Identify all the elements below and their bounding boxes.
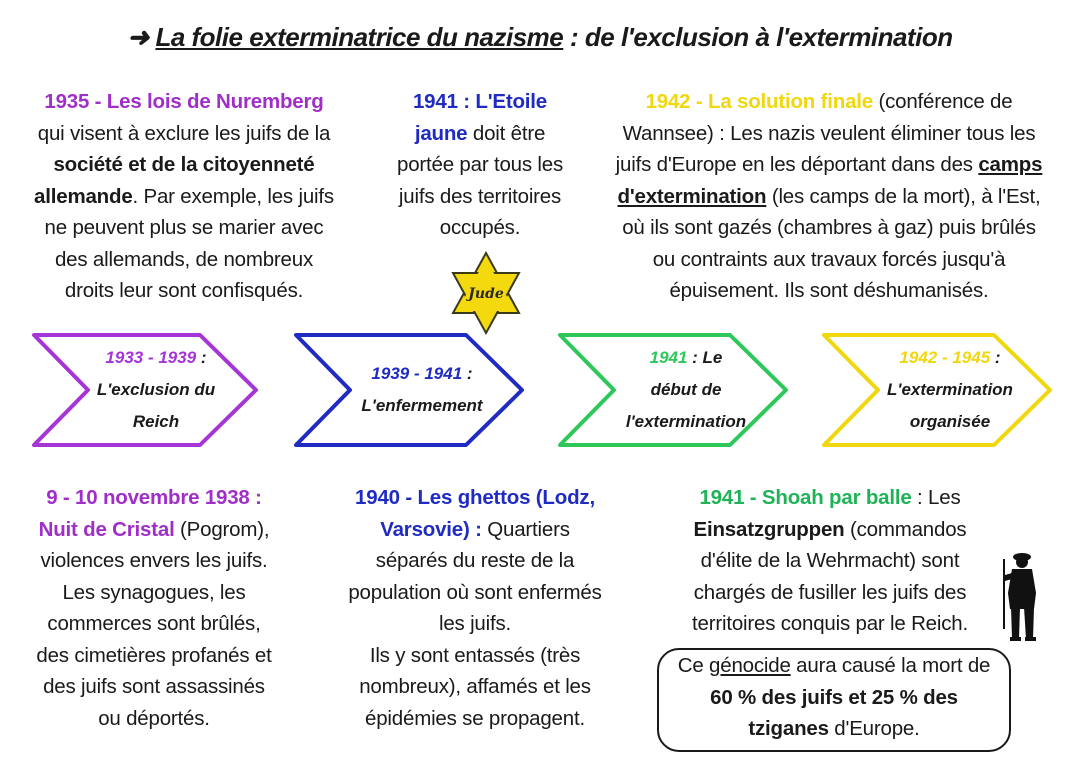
yellow-star-icon bbox=[449, 251, 523, 335]
block-1938-line: (Pogrom), bbox=[174, 517, 270, 541]
block-1938-line: des cimetières profanés et bbox=[36, 643, 272, 667]
timeline-colon: : bbox=[990, 348, 1001, 367]
timeline-label: Reich bbox=[132, 412, 180, 431]
block-1940-line: population où sont enfermés bbox=[348, 580, 602, 604]
block-1941-line: juifs des territoires bbox=[398, 184, 562, 208]
star-label: Jude bbox=[468, 286, 504, 302]
timeline-date: 1933 - 1939 bbox=[105, 348, 197, 367]
block-1941-line: portée par tous les bbox=[397, 153, 563, 176]
block-1942-line: épuisement. Ils sont déshumanisés. bbox=[669, 279, 989, 302]
timeline-colon: : bbox=[196, 348, 207, 367]
timeline-date: 1939 - 1941 bbox=[371, 364, 463, 383]
block-1935-line: ne peuvent plus se marier avec bbox=[44, 216, 324, 239]
block-1941-line: doit être bbox=[467, 121, 546, 145]
block-1941-shoah-line: (commandos bbox=[844, 517, 967, 541]
block-1942-bold: camps bbox=[978, 153, 1043, 176]
block-1935-bold: allemande bbox=[34, 184, 133, 208]
timeline-date: 1941 bbox=[649, 348, 688, 367]
timeline-label: L'enfermement bbox=[361, 396, 483, 415]
block-1940-heading: 1940 - Les ghettos (Lodz, bbox=[355, 486, 595, 509]
block-1935 bbox=[14, 86, 354, 307]
soldier-icon bbox=[1000, 549, 1046, 643]
block-1942-bold: d'extermination bbox=[617, 184, 767, 208]
block-1941-shoah-bold: Einsatzgruppen bbox=[693, 517, 845, 541]
timeline-item-1 bbox=[86, 342, 226, 438]
block-1940-heading: Varsovie) : bbox=[380, 517, 482, 541]
block-1941-line: occupés. bbox=[439, 216, 521, 239]
block-1941-shoah bbox=[664, 482, 996, 640]
block-1938-line: ou déportés. bbox=[98, 706, 210, 730]
title-rest: de l'exclusion à l'extermination bbox=[584, 22, 953, 52]
block-1942-line: (conférence de bbox=[872, 90, 1013, 113]
block-1938-line: violences envers les juifs. bbox=[40, 549, 268, 572]
block-1940-line: nombreux), affamés et les bbox=[359, 675, 591, 698]
timeline-colon: : bbox=[462, 364, 473, 383]
genocide-line: d'Europe. bbox=[828, 717, 920, 740]
block-1941-heading: jaune bbox=[414, 121, 468, 145]
timeline-label: organisée bbox=[909, 412, 991, 431]
block-1940-line: Quartiers bbox=[481, 517, 570, 541]
timeline-label: L'extermination bbox=[887, 380, 1013, 399]
block-1942-line: (les camps de la mort), à l'Est, bbox=[766, 184, 1041, 208]
block-1942-line: Wannsee) : Les nazis veulent éliminer tous les bbox=[622, 121, 1036, 145]
timeline-label: l'extermination bbox=[625, 412, 747, 431]
genocide-line: aura causé la mort de bbox=[790, 654, 991, 677]
block-1941-shoah-line: chargés de fusiller les juifs des bbox=[693, 580, 967, 604]
block-1940 bbox=[322, 482, 628, 734]
page-title bbox=[0, 22, 1080, 53]
block-1942 bbox=[584, 86, 1074, 307]
block-1935-line: société et de la citoyenneté bbox=[53, 153, 315, 176]
block-1941-heading: 1941 : L'Etoile bbox=[412, 90, 548, 113]
block-1942-line: juifs d'Europe en les déportant dans des bbox=[615, 153, 979, 176]
timeline-date: 1942 - 1945 bbox=[899, 348, 991, 367]
arrow-icon: ➜ bbox=[127, 22, 149, 52]
genocide-stat: 60 % des juifs et 25 % des bbox=[710, 685, 958, 709]
block-1942-heading: 1942 - La solution finale bbox=[645, 90, 873, 113]
timeline-colon: : Le bbox=[687, 348, 723, 367]
timeline-item-4 bbox=[868, 342, 1032, 438]
block-1938-line: Les synagogues, les bbox=[62, 580, 246, 604]
block-1940-line: séparés du reste de la bbox=[375, 549, 575, 572]
block-1941-shoah-line: territoires conquis par le Reich. bbox=[692, 612, 968, 635]
timeline-label: L'exclusion du bbox=[96, 380, 216, 399]
block-1942-line: ou contraints aux travaux forcés jusqu'à bbox=[652, 247, 1006, 271]
block-1935-line: droits leur sont confisqués. bbox=[64, 279, 304, 302]
block-1940-line: Ils y sont entassés (très bbox=[369, 643, 581, 667]
block-1935-line: des allemands, de nombreux bbox=[54, 247, 314, 271]
block-1941-shoah-line: d'élite de la Wehrmacht) sont bbox=[700, 549, 960, 572]
block-1938-heading: Nuit de Cristal bbox=[38, 517, 175, 541]
timeline-item-3 bbox=[612, 342, 760, 438]
block-1935-line: qui visent à exclure les juifs de la bbox=[37, 121, 331, 145]
block-1938-heading: 9 - 10 novembre 1938 : bbox=[46, 486, 262, 509]
genocide-line: Ce bbox=[677, 654, 710, 677]
block-1938 bbox=[14, 482, 294, 734]
block-1941-star bbox=[378, 86, 582, 244]
block-1935-heading: 1935 - Les lois de Nuremberg bbox=[44, 90, 324, 113]
genocide-bold: tziganes bbox=[748, 717, 829, 740]
block-1941-shoah-heading: 1941 - Shoah par balle bbox=[699, 486, 912, 509]
title-main: La folie exterminatrice du nazisme bbox=[155, 22, 564, 52]
title-separator: : bbox=[563, 22, 585, 52]
block-1940-line: épidémies se propagent. bbox=[365, 706, 585, 730]
genocide-text bbox=[657, 650, 1011, 745]
block-1941-shoah-line: : Les bbox=[911, 486, 961, 509]
block-1940-line: les juifs. bbox=[438, 612, 512, 635]
block-1938-line: des juifs sont assassinés bbox=[43, 675, 265, 698]
timeline-item-2 bbox=[346, 358, 498, 422]
genocide-word: génocide bbox=[709, 654, 791, 677]
block-1935-line: . Par exemple, les juifs bbox=[132, 184, 334, 208]
block-1942-line: où ils sont gazés (chambres à gaz) puis brûlés bbox=[622, 216, 1036, 239]
timeline-label: début de bbox=[650, 380, 722, 399]
block-1938-line: commerces sont brûlés, bbox=[47, 612, 261, 635]
